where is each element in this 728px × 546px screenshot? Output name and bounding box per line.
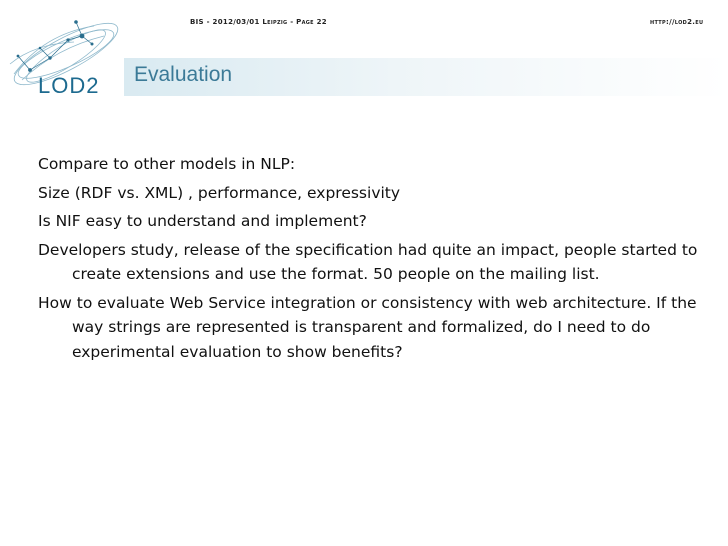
page-title: Evaluation [134,63,233,86]
bullet-item: Compare to other models in NLP: [38,155,296,173]
slide-content [38,152,708,368]
bullet-item: How to evaluate Web Service integration or consistency with web architecture. If the way strings are represented is transparent and formalized, do I need to do experimental evaluation to show benefits? [38,293,697,361]
bullet-item: Is NIF easy to understand and implement? [38,212,367,230]
logo-text: LOD2 [38,73,100,98]
bullet-item: Developers study, release of the specification had quite an impact, people started to create extensions and use the format. 50 people on the mailing list. [38,240,698,283]
bullet-item: Size (RDF vs. XML) , performance, expressivity [38,183,401,202]
header-footer-info: BIS - 2012/03/01 Leipzig - Page 22 [190,18,327,26]
header-url: http://lod2.eu [650,18,704,26]
